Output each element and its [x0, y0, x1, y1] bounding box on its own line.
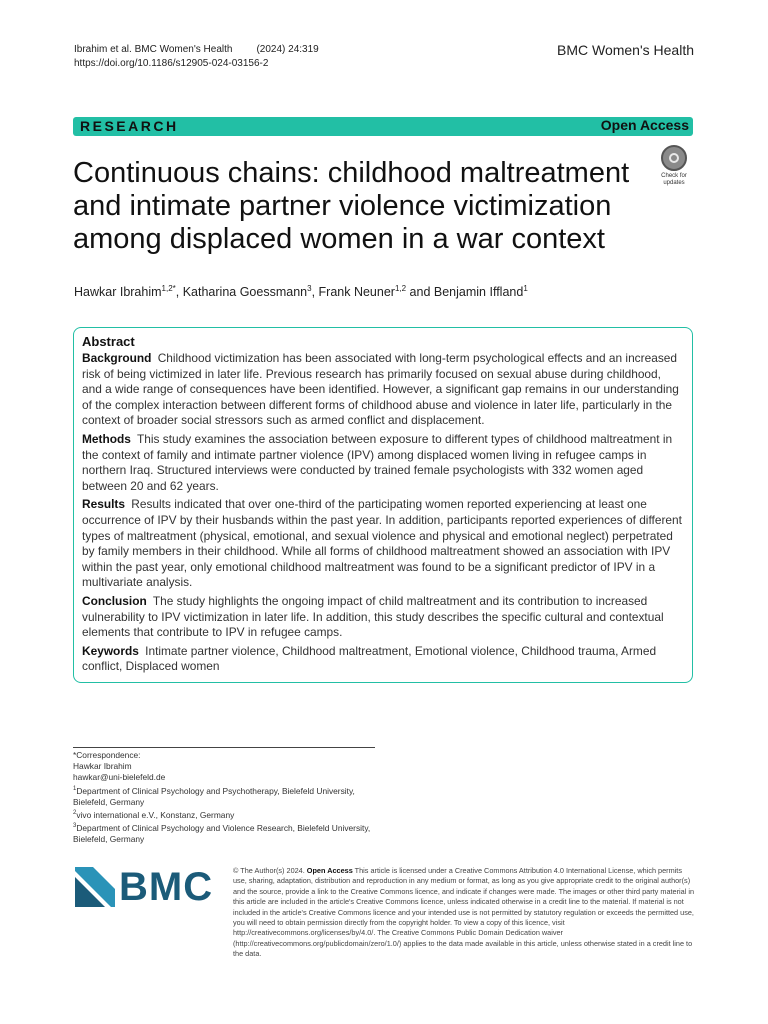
author-affiliation: 1: [523, 284, 528, 293]
correspondence-email[interactable]: hawkar@uni-bielefeld.de: [73, 772, 166, 783]
affiliation-1: $^1$Department of Clinical Psychology and Psychotherapy, Bielefeld University, Bielefeld, Germany: [73, 785, 355, 807]
citation: Ibrahim et al. BMC Women's Health: [74, 44, 233, 55]
abstract-results: Results Results indicated that over one-third of the participating women reported experiencing at least one occurrence of IPV by their husbands within the past year. In addition, participants reported experiences of different types of maltreatment (physical, emotional, and sexual violence and physical and emotional neglect) perpetrated by family members in their childhood. While all forms of childhood maltreatment showed an association with IPV within the past year, only emotional childhood maltreatment was found to be a significant predictor of IPV in a multivariate analysis.: [82, 497, 682, 590]
author-affiliation: 1,2*: [161, 284, 176, 293]
author-list: Hawkar Ibrahim$^{1,2*}$, Katharina Goessmann$^3$, Frank Neuner$^{1,2}$ and Benjamin Iffland$^1$: [74, 284, 528, 300]
abstract-box: [73, 327, 693, 683]
author-affiliation: 1,2: [394, 284, 407, 293]
abstract-keywords: Keywords Intimate partner violence, Childhood maltreatment, Emotional violence, Childhood trauma, Armed conflict, Displaced women: [82, 643, 657, 674]
license-statement: © The Author(s) 2024. Open Access This article is licensed under a Creative Commons Attribution 4.0 International License, which permits use, sharing, adaptation, distribution and reproduction in any medium or format, as long as you give appropriate credit to the original author(s) and the source, provide a link to the Creative Commons licence, and indicate if changes were made. The images or other third party material in this article are included in the article's Creative Commons licence, unless indicated otherwise in a credit line to the material. If material is not included in the article's Creative Commons licence and your intended use is not permitted by statutory regulation or exceeds the permitted use, you will need to obtain permission directly from the copyright holder. To view a copy of this licence, visit http://creativecommons.org/licenses/by/4.0/. The Creative Commons Public Domain Dedication waiver (http://creativecommons.org/publicdomain/zero/1.0/) applies to the data made available in this article, unless otherwise stated in a credit line to the data.: [233, 866, 695, 959]
correspondence-name: Hawkar Ibrahim: [73, 761, 132, 772]
abstract-conclusion: Conclusion The study highlights the ongoing impact of child maltreatment and its contribution to increased vulnerability to IPV victimization in later life. In addition, this study describes the specific cultural and contextual elements that contribute to IPV in refugee camps.: [82, 593, 664, 640]
year-volume: (2024) 24:319: [256, 44, 319, 55]
correspondence-block: [73, 750, 383, 845]
affiliation-2: $^2$vivo international e.V., Konstanz, Germany: [73, 809, 235, 820]
correspondence-label: *Correspondence:: [73, 750, 141, 760]
doi-link[interactable]: https://doi.org/10.1186/s12905-024-03156-2: [74, 58, 269, 69]
abstract-methods: Methods This study examines the association between exposure to different types of childhood maltreatment in the context of family and intimate partner violence (IPV) among displaced women living in refugee camps in northern Iraq. Structured interviews were conducted by trained female psychologists with 332 women aged between 20 and 62 years.: [82, 431, 673, 493]
abstract-heading: Abstract: [82, 334, 135, 349]
author[interactable]: Katharina Goessmann: [182, 285, 308, 300]
article-title: Continuous chains: childhood maltreatment and intimate partner violence victimization among displaced women in a war context: [73, 157, 630, 255]
abstract-background: Background Childhood victimization has been associated with long-term psychological effects and an increased risk of being victimized in later life. Previous research has primarily focused on sexual abuse during childhood, and a wide range of consequences have been identified. However, a significant gap remains in our understanding of the complex interaction between different forms of childhood abuse and violence in later life, particularly in the context of broader social stressors such as armed conflict and displacement.: [82, 351, 679, 428]
article-type: RESEARCH: [80, 118, 179, 134]
running-header: [74, 43, 319, 71]
check-updates-icon: [661, 145, 687, 171]
footnote-divider: [73, 747, 375, 748]
bmc-logo-text: BMC: [119, 865, 214, 909]
open-access-label: Open Access: [600, 117, 689, 133]
check-for-updates-button[interactable]: [656, 145, 692, 185]
bmc-logo-mark-icon: [75, 867, 115, 907]
check-updates-label: Check for updates: [661, 173, 687, 186]
author[interactable]: Hawkar Ibrahim: [74, 285, 162, 300]
journal-name: BMC Women's Health: [556, 42, 694, 58]
bmc-logo: [75, 867, 215, 907]
author-affiliation: 3: [307, 284, 312, 293]
author[interactable]: Benjamin Iffland: [433, 285, 524, 300]
article-type-banner: [73, 117, 693, 136]
author[interactable]: Frank Neuner: [318, 285, 395, 300]
affiliation-3: $^3$Department of Clinical Psychology and Violence Research, Bielefeld University, Bielefeld, Germany: [73, 822, 371, 844]
